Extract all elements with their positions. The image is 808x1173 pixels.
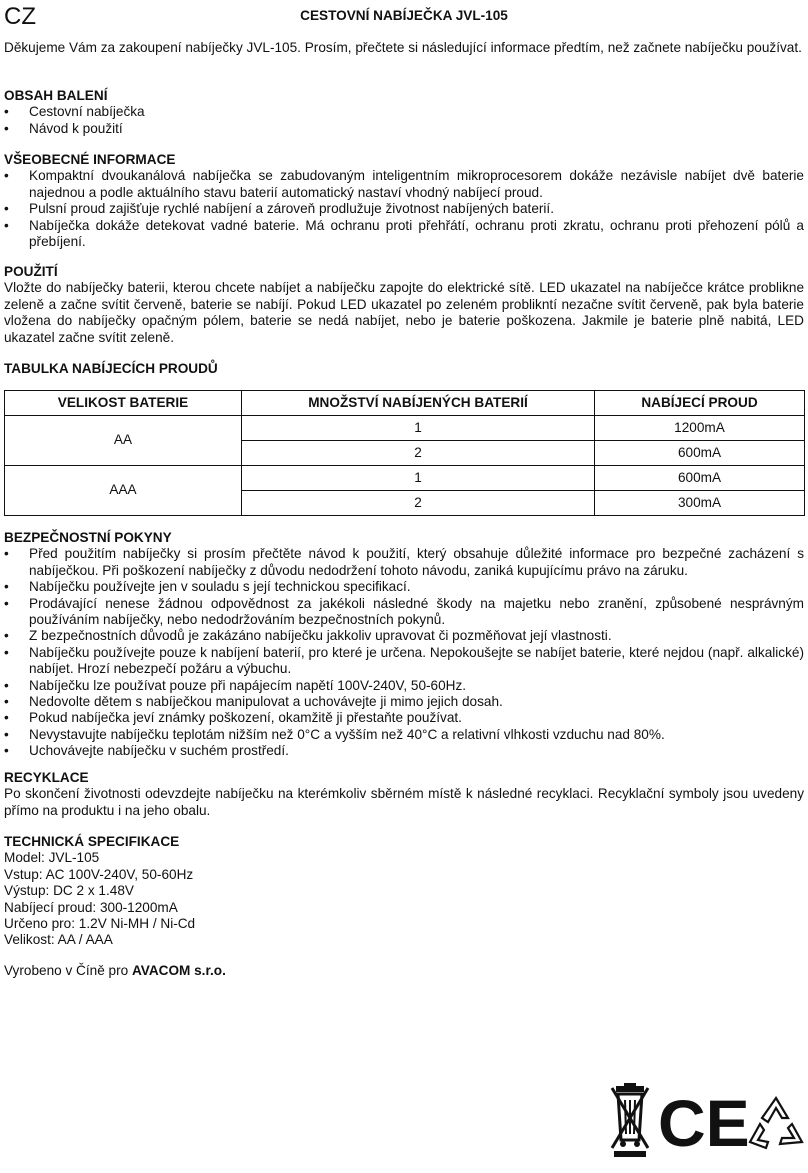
certification-logos — [606, 1082, 806, 1158]
list-item: • Nedovolte dětem s nabíječkou manipulovat a uchovávejte ji mimo jejich dosah. — [4, 694, 804, 710]
list-item: • Kompaktní dvoukanálová nabíječka se zabudovaným inteligentním mikroprocesorem dokáže nezávisle nabíjet dvě baterie najednou a podle aktuálního stavu baterií automatický nastaví vhodný nabíjecí proud. — [4, 168, 804, 201]
charging-current-cell: 300mA — [595, 491, 805, 516]
manufacturer-line — [4, 963, 804, 979]
safety-section — [4, 530, 804, 760]
safety-heading: BEZPEČNOSTNÍ POKYNY — [4, 530, 172, 545]
list-item: • Cestovní nabíječka — [4, 104, 804, 120]
company-name: AVACOM s.r.o. — [131, 963, 226, 978]
list-item: • Nabíječku lze používat pouze při napájecím napětí 100V-240V, 50-60Hz. — [4, 678, 804, 694]
language-code: CZ — [4, 3, 36, 30]
list-item: • Uchovávejte nabíječku v suchém prostředí. — [4, 743, 804, 759]
table-section — [4, 361, 804, 377]
spec-line: Model: JVL-105 — [4, 850, 100, 866]
recycling-arrows-icon — [746, 1094, 806, 1152]
charging-current-cell: 600mA — [595, 441, 805, 466]
table-row — [5, 416, 805, 441]
battery-count-cell: 1 — [242, 416, 595, 441]
package-heading: OBSAH BALENÍ — [4, 88, 108, 103]
usage-text: Vložte do nabíječky baterii, kterou chcete nabíjet a nabíječku zapojte do elektrické sítě. LED ukazatel na nabíječce krátce problikne zeleně a začne svítit červeně, baterie se nabíjí. Pokud LED ukazatel po zeleném problikntí nezačne svítit červeně, pak byla baterie vložena do nabíječky opačným pólem, baterie se nedá nabíjet, nebo je baterie poškozena. Jakmile je baterie plně nabitá, LED ukazatel začne svítit zeleně. — [4, 280, 804, 345]
recycling-heading: RECYKLACE — [4, 770, 89, 785]
document-title: CESTOVNÍ NABÍJEČKA JVL-105 — [300, 8, 508, 23]
spec-line: Výstup: DC 2 x 1.48V — [4, 883, 134, 899]
list-item: • Z bezpečnostních důvodů je zakázáno nabíječku jakkoliv upravovat či pozměňovat její vlastnosti. — [4, 628, 804, 644]
column-header: VELIKOST BATERIE — [5, 391, 242, 416]
battery-size-cell: AA — [5, 416, 242, 466]
list-item: • Nevystavujte nabíječku teplotám nižším než 0°C a vyšším než 40°C a relativní vlhkosti vzduchu nad 80%. — [4, 727, 804, 743]
column-header: NABÍJECÍ PROUD — [595, 391, 805, 416]
battery-count-cell: 2 — [242, 491, 595, 516]
spec-line: Velikost: AA / AAA — [4, 932, 113, 948]
list-item: • Nabíječka dokáže detekovat vadné baterie. Má ochranu proti přehřátí, ochranu proti zkratu, ochranu proti přehození pólů a přebíjení. — [4, 218, 804, 251]
intro-text: Děkujeme Vám za zakoupení nabíječky JVL-105. Prosím, přečtete si následující informace předtím, než začnete nabíječku používat. — [4, 40, 802, 55]
package-section — [4, 88, 804, 137]
specs-section — [4, 834, 804, 949]
battery-count-cell: 2 — [242, 441, 595, 466]
manufacturer-prefix: Vyrobeno v Číně pro — [4, 963, 132, 978]
spec-line: Vstup: AC 100V-240V, 50-60Hz — [4, 866, 194, 882]
recycling-text: Po skončení životnosti odevzdejte nabíječku na kterémkoliv sběrném místě k následné recyklaci. Recyklační symboly jsou uvedeny přímo na produktu i na jeho obalu. — [4, 786, 804, 818]
table-header-row — [5, 391, 805, 416]
list-item: • Pokud nabíječka jeví známky poškození, okamžitě ji přestaňte používat. — [4, 710, 804, 726]
list-item: • Prodávající nenese žádnou odpovědnost za jakékoli následné škody na majetku nebo zranění, způsobené nesprávným používáním nabíječky, nebo nedodržováním bezpečnostních pokynů. — [4, 596, 804, 629]
charging-current-cell: 600mA — [595, 466, 805, 491]
charging-table-wrapper — [4, 390, 804, 516]
column-header: MNOŽSTVÍ NABÍJENÝCH BATERIÍ — [242, 391, 595, 416]
ce-mark-icon — [658, 1086, 750, 1160]
recycling-section — [4, 770, 804, 819]
spec-line: Nabíjecí proud: 300-1200mA — [4, 899, 178, 915]
ce-mark-text: CE — [658, 1086, 750, 1160]
battery-size-cell: AAA — [5, 466, 242, 516]
intro-section — [4, 40, 804, 56]
battery-count-cell: 1 — [242, 466, 595, 491]
general-heading: VŠEOBECNÉ INFORMACE — [4, 152, 176, 167]
spec-line: Určeno pro: 1.2V Ni-MH / Ni-Cd — [4, 916, 196, 932]
general-section — [4, 152, 804, 250]
list-item: • Pulsní proud zajišťuje rychlé nabíjení a zároveň prodlužuje životnost nabíjených baterií. — [4, 201, 804, 217]
crossed-out-wheelie-bin-icon — [610, 1082, 650, 1158]
specs-heading: TECHNICKÁ SPECIFIKACE — [4, 834, 180, 849]
list-item: • Před použitím nabíječky si prosím přečtěte návod k použití, který obsahuje důležité informace pro bezpečné zacházení s nabíječkou. Při poškození nabíječky z důvodu nedodržení tohoto návodu, zaniká kupujícímu právo na záruku. — [4, 546, 804, 579]
list-item: • Návod k použití — [4, 121, 804, 137]
table-heading: TABULKA NABÍJECÍCH PROUDŮ — [4, 361, 218, 376]
table-row — [5, 466, 805, 491]
usage-heading: POUŽITÍ — [4, 264, 58, 279]
list-item: • Nabíječku používejte pouze k nabíjení baterií, pro které je určena. Nepokoušejte se nabíjet baterie, které nejdou (např. alkalické) nabíjet. Hrozí nebezpečí požáru a výbuchu. — [4, 645, 804, 678]
charging-current-table — [4, 390, 805, 516]
list-item: • Nabíječku používejte jen v souladu s její technickou specifikací. — [4, 579, 804, 595]
charging-current-cell: 1200mA — [595, 416, 805, 441]
usage-section — [4, 264, 804, 346]
